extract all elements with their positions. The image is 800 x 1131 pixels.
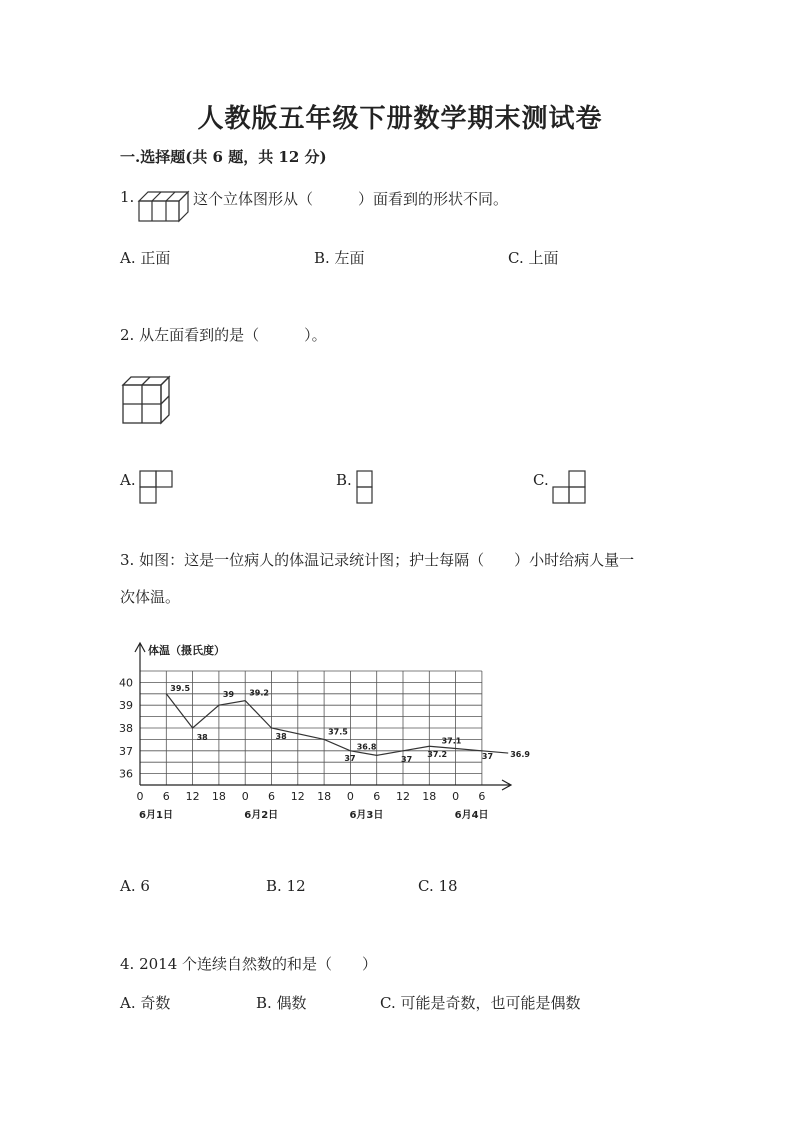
q2-option-a-figure — [139, 470, 175, 506]
q1-option-a[interactable]: A. 正面 — [120, 249, 171, 267]
data-point-label: 39 — [222, 690, 235, 700]
q1-option-c[interactable]: C. 上面 — [508, 249, 559, 267]
day-label: 6月4日 — [454, 810, 489, 821]
q3-option-c[interactable]: C. 18 — [418, 877, 458, 895]
x-tick-label: 12 — [396, 790, 410, 803]
x-tick-label: 0 — [241, 790, 249, 803]
data-point-label: 39.5 — [170, 683, 191, 693]
x-tick-label: 6 — [268, 790, 275, 803]
data-point-label: 37 — [344, 753, 356, 763]
x-tick-label: 12 — [290, 790, 305, 803]
x-tick-label: 18 — [211, 790, 226, 803]
q2-option-b[interactable]: B. — [336, 471, 352, 489]
y-tick-label: 40 — [119, 676, 133, 690]
q1-cuboid-figure — [138, 190, 190, 224]
data-point-label: 36.8 — [356, 742, 377, 752]
q2-option-a[interactable]: A. — [120, 471, 136, 489]
data-point-label: 38 — [196, 733, 208, 742]
y-tick-label: 38 — [119, 722, 133, 735]
day-label: 6月2日 — [244, 810, 279, 821]
q4-option-b[interactable]: B. 偶数 — [256, 994, 307, 1012]
q3-text-line2: 次体温。 — [120, 588, 181, 606]
q2-cube-figure — [122, 376, 172, 426]
q2-option-c[interactable]: C. — [533, 471, 549, 489]
q3-option-b[interactable]: B. 12 — [266, 877, 306, 895]
q2-text: 2. 从左面看到的是（ ）。 — [120, 326, 327, 344]
y-tick-labels — [119, 676, 133, 780]
q1-number: 1. — [120, 188, 135, 206]
data-point-label: 37 — [481, 751, 494, 761]
y-tick-label: 39 — [119, 699, 133, 713]
data-point-label: 37.2 — [427, 750, 448, 760]
day-label: 6月3日 — [349, 810, 384, 821]
q2-option-c-figure — [552, 470, 588, 506]
y-axis-label: 体温（摄氏度） — [148, 644, 225, 657]
q2-option-b-figure — [356, 470, 374, 506]
q1-text: 这个立体图形从（ ）面看到的形状不同。 — [193, 190, 509, 208]
temperature-series-line — [166, 694, 508, 756]
x-tick-label: 12 — [185, 790, 200, 803]
section-heading: 一.选择题(共 6 题，共 12 分) — [120, 148, 327, 166]
q1-option-b[interactable]: B. 左面 — [314, 249, 365, 267]
y-tick-label: 36 — [119, 767, 133, 781]
temperature-line-chart — [118, 636, 530, 826]
q4-option-a[interactable]: A. 奇数 — [120, 994, 171, 1012]
data-point-label: 37 — [401, 754, 413, 764]
day-labels — [139, 808, 489, 821]
page-title: 人教版五年级下册数学期末测试卷 — [197, 104, 603, 134]
data-point-label: 37.5 — [328, 727, 348, 737]
day-label: 6月1日 — [139, 810, 173, 821]
data-point-label: 37.1 — [441, 736, 462, 746]
y-tick-label: 37 — [119, 744, 133, 758]
q3-option-a[interactable]: A. 6 — [120, 877, 150, 895]
x-tick-label: 18 — [422, 790, 437, 803]
x-tick-labels — [137, 790, 486, 803]
x-tick-label: 0 — [136, 790, 144, 803]
x-tick-label: 18 — [317, 790, 332, 803]
chart-grid — [140, 671, 482, 785]
data-point-label: 38 — [275, 732, 287, 741]
x-tick-label: 0 — [346, 790, 354, 803]
q4-text: 4. 2014 个连续自然数的和是（ ） — [120, 955, 378, 973]
q3-text-line1: 3. 如图：这是一位病人的体温记录统计图；护士每隔（ ）小时给病人量一 — [120, 551, 635, 569]
data-point-label: 39.2 — [249, 688, 269, 698]
x-tick-label: 6 — [478, 790, 486, 803]
data-point-label: 36.9 — [510, 750, 530, 760]
x-tick-label: 6 — [162, 790, 170, 803]
x-tick-label: 6 — [373, 790, 381, 803]
x-tick-label: 0 — [452, 790, 460, 803]
q4-option-c[interactable]: C. 可能是奇数，也可能是偶数 — [380, 994, 581, 1012]
